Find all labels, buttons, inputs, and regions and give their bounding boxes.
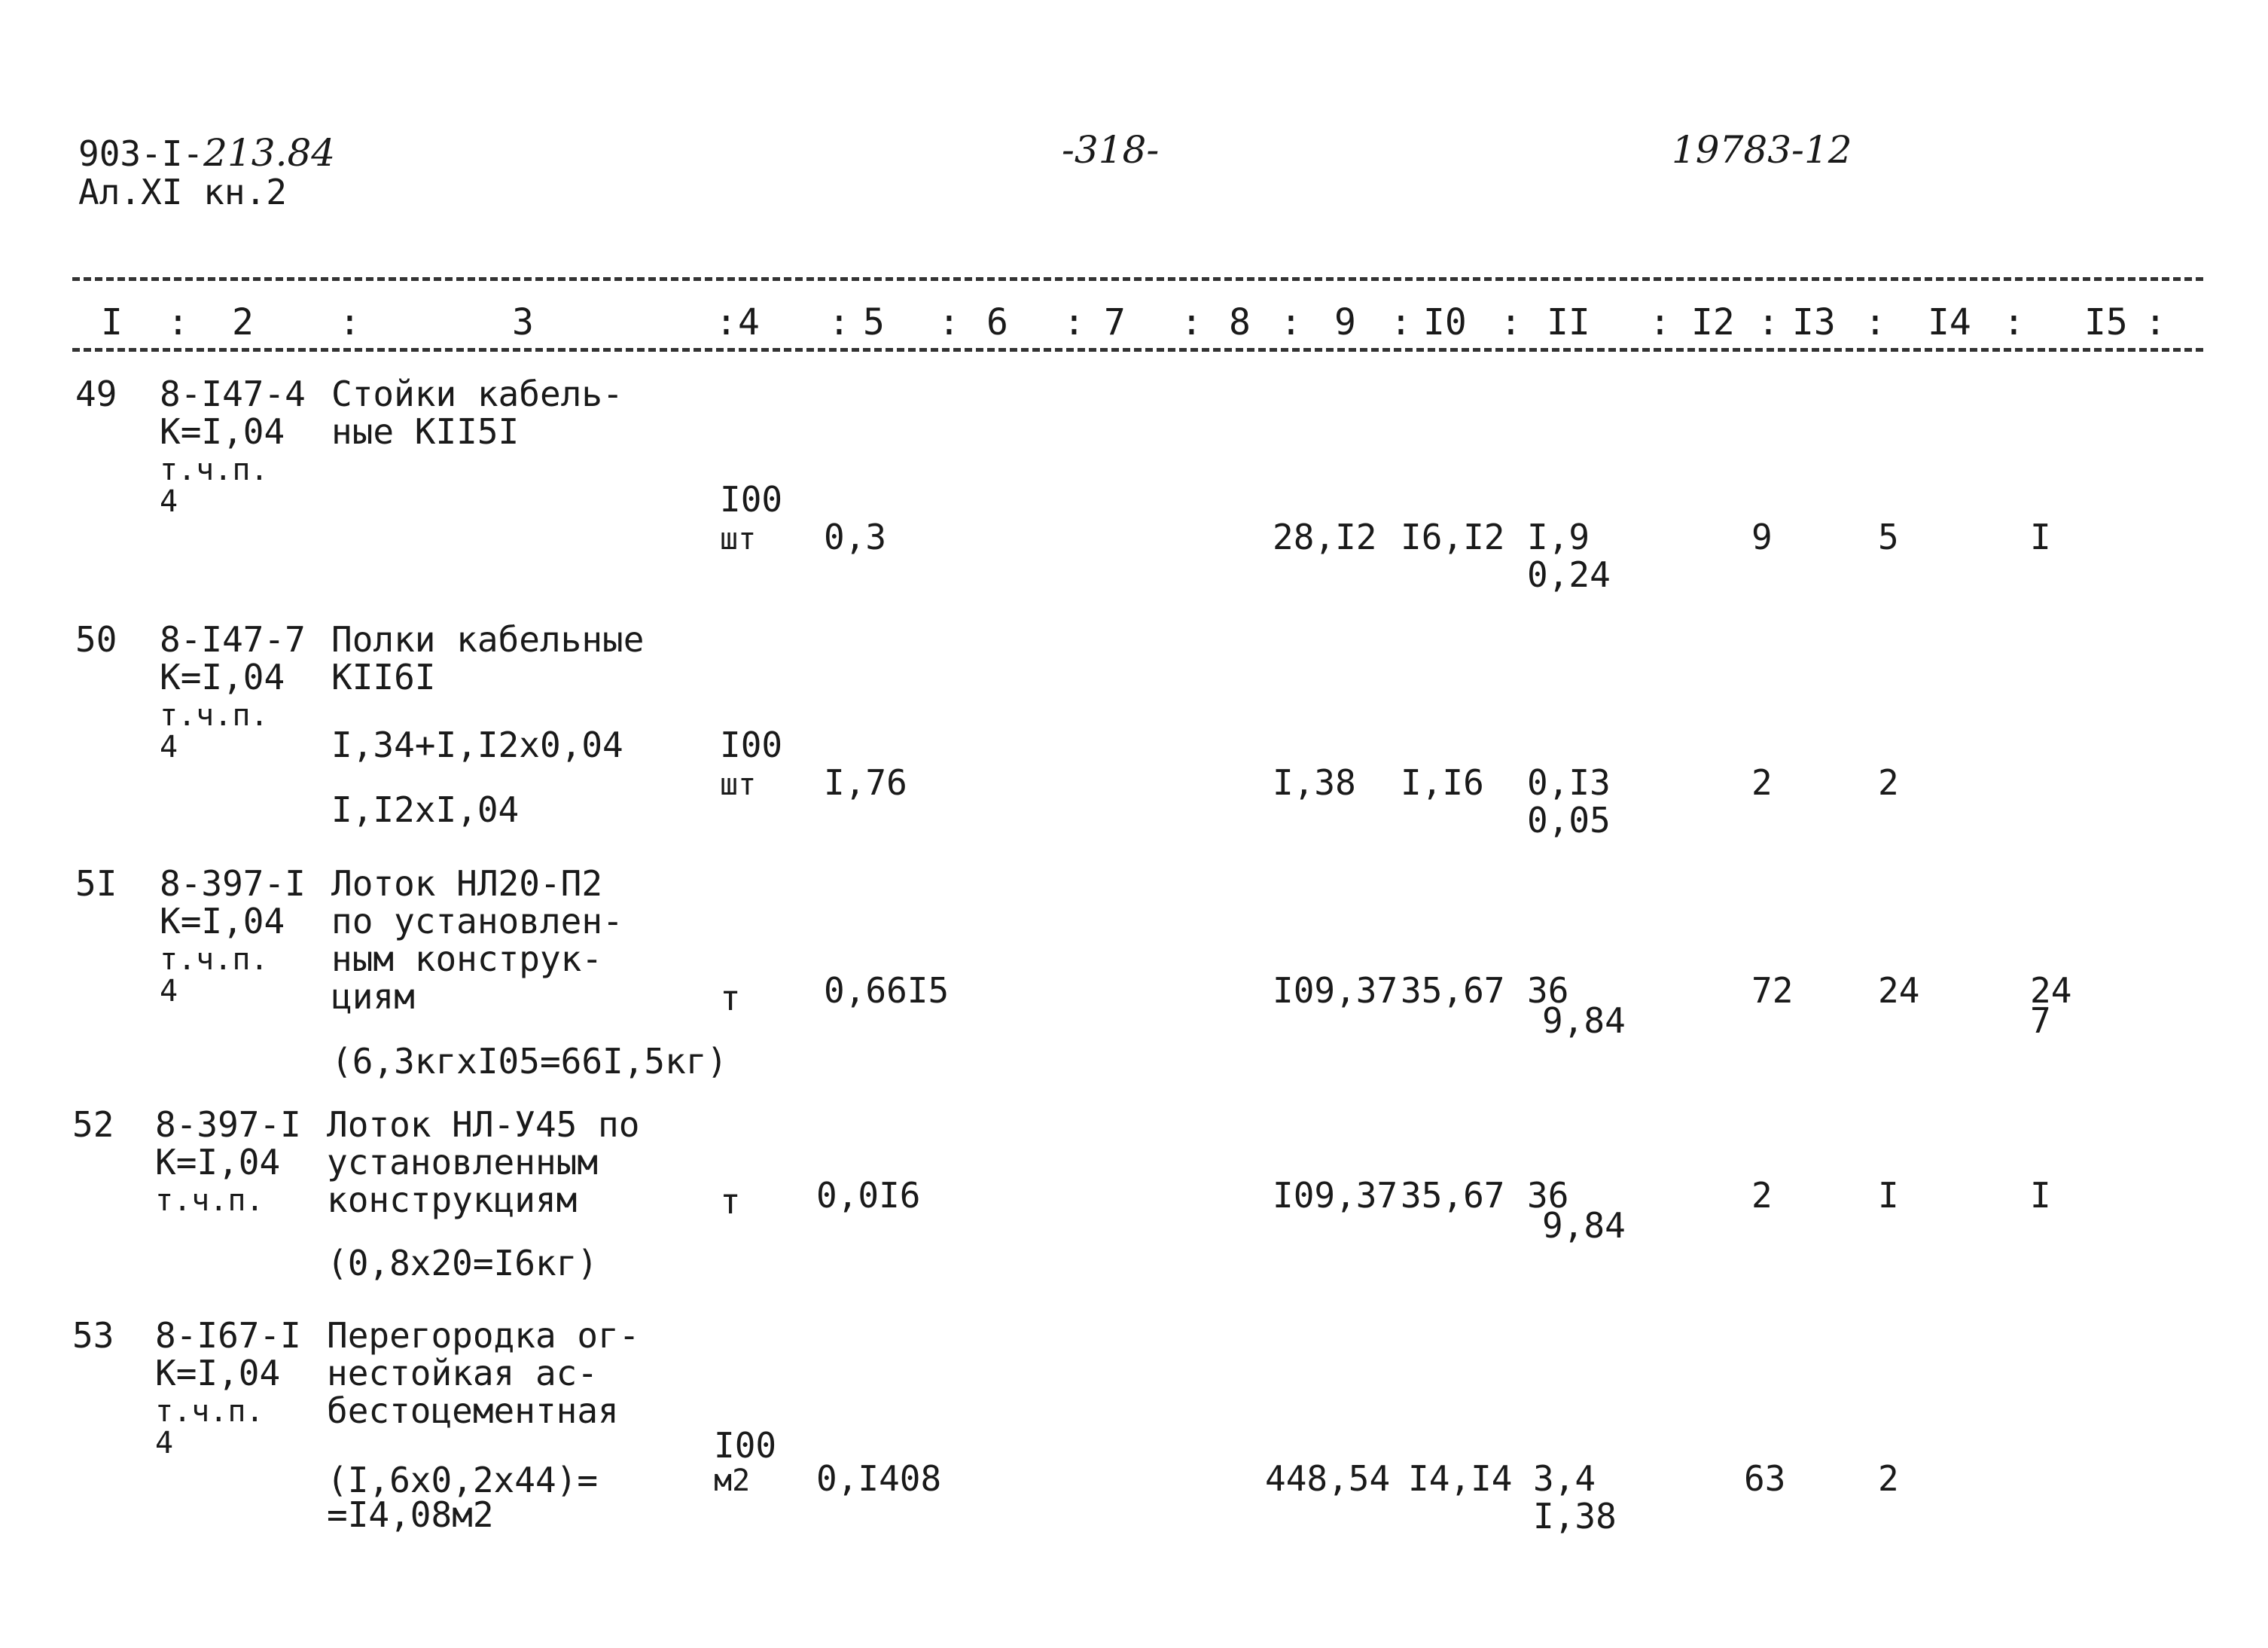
column-header: II (1547, 301, 1590, 343)
document-code-printed: 903-I- (78, 133, 204, 174)
column-separator: : (715, 301, 737, 343)
item-name: конструкциям (327, 1180, 578, 1220)
column-10-value: 35,67 (1401, 970, 1505, 1011)
column-11-value: 36 (1527, 1175, 1569, 1216)
column-separator: : (2003, 301, 2025, 343)
column-header: 7 (1104, 301, 1126, 343)
column-separator: : (339, 301, 361, 343)
calculation: =I4,08м2 (327, 1494, 494, 1535)
album-reference: Ал.XI кн.2 (78, 172, 287, 212)
column-10-value: I4,I4 (1408, 1458, 1513, 1499)
column-14-value: 5 (1878, 517, 1899, 557)
column-separator: : (1757, 301, 1779, 343)
column-11-value: 3,4 (1533, 1458, 1596, 1499)
column-11-subvalue: 9,84 (1542, 1000, 1626, 1041)
column-15-value: 24 (2030, 970, 2072, 1011)
page-number: -318- (1062, 128, 1160, 172)
item-name: установленным (327, 1142, 599, 1183)
norm-code: 8-397-I (155, 1104, 301, 1145)
code-note: 4 (160, 974, 178, 1009)
calculation: I,I2xI,04 (331, 789, 520, 830)
column-13-value: 72 (1751, 970, 1794, 1011)
column-14-value: I (1878, 1175, 1899, 1216)
norm-code: 8-I67-I (155, 1315, 301, 1356)
column-9-value: I,38 (1273, 762, 1356, 803)
column-header: 4 (738, 301, 760, 343)
coefficient: К=I,04 (155, 1353, 281, 1393)
quantity: 0,I408 (816, 1458, 942, 1499)
column-11-value: I,9 (1527, 517, 1590, 557)
coefficient: К=I,04 (155, 1142, 281, 1183)
column-9-value: 28,I2 (1273, 517, 1377, 557)
item-name: нестойкая ас- (327, 1353, 599, 1393)
row-number: 49 (75, 374, 117, 414)
row-number: 52 (72, 1104, 114, 1145)
item-name: Стойки кабель- (331, 374, 623, 414)
unit: I00 (720, 725, 783, 765)
column-header-row (0, 301, 2268, 349)
code-note: т.ч.п. (160, 942, 269, 977)
unit: шт (720, 522, 757, 557)
unit: т (720, 1181, 741, 1222)
calculation: (I,6x0,2x44)= (327, 1460, 599, 1500)
row-number: 5I (75, 863, 117, 904)
code-note: т.ч.п. (160, 698, 269, 733)
unit: I00 (714, 1425, 777, 1466)
archive-number: 19783-12 (1672, 128, 1852, 172)
quantity: I,76 (824, 762, 907, 803)
column-13-value: 63 (1744, 1458, 1786, 1499)
column-14-value: 2 (1878, 1458, 1899, 1499)
code-note: т.ч.п. (160, 453, 269, 487)
column-10-value: I,I6 (1401, 762, 1484, 803)
column-13-value: 2 (1751, 762, 1773, 803)
column-13-value: 2 (1751, 1175, 1773, 1216)
column-separator: : (1500, 301, 1522, 343)
column-10-value: I6,I2 (1401, 517, 1505, 557)
item-name: Лоток НЛ-У45 по (327, 1104, 640, 1145)
column-header: I5 (2084, 301, 2128, 343)
calculation: (6,3кгxI05=66I,5кг) (331, 1041, 728, 1082)
document-code-handwritten: 213.84 (203, 131, 336, 175)
column-header: I (101, 301, 123, 343)
column-separator: : (167, 301, 189, 343)
column-header: 8 (1229, 301, 1251, 343)
item-name: бестоцементная (327, 1390, 619, 1431)
column-separator: : (1649, 301, 1671, 343)
code-note: 4 (160, 730, 178, 764)
unit: I00 (720, 479, 783, 520)
calculation: I,34+I,I2x0,04 (331, 725, 623, 765)
column-header: 5 (863, 301, 885, 343)
unit: т (720, 978, 741, 1018)
column-header: I2 (1691, 301, 1735, 343)
table-top-rule (72, 277, 2203, 281)
item-name: ные КII5I (331, 411, 520, 452)
item-name: Лоток НЛ20-П2 (331, 863, 603, 904)
row-number: 50 (75, 619, 117, 660)
column-10-value: 35,67 (1401, 1175, 1505, 1216)
quantity: 0,3 (824, 517, 887, 557)
column-separator: : (1864, 301, 1886, 343)
column-separator: : (828, 301, 850, 343)
item-name: Перегородка ог- (327, 1315, 640, 1356)
code-note: т.ч.п. (155, 1394, 264, 1429)
column-14-value: 2 (1878, 762, 1899, 803)
column-header: I0 (1423, 301, 1467, 343)
column-header: 2 (232, 301, 254, 343)
column-11-value: 0,I3 (1527, 762, 1611, 803)
item-name: КII6I (331, 657, 436, 697)
unit: м2 (714, 1463, 751, 1498)
row-number: 53 (72, 1315, 114, 1356)
column-15-value: I (2030, 517, 2051, 557)
column-11-subvalue: 0,24 (1527, 554, 1611, 595)
quantity: 0,0I6 (816, 1175, 921, 1216)
column-separator: : (1390, 301, 1412, 343)
column-separator: : (2145, 301, 2166, 343)
item-name: циям (331, 976, 415, 1017)
calculation: (0,8x20=I6кг) (327, 1243, 599, 1283)
column-11-subvalue: 0,05 (1527, 800, 1611, 841)
coefficient: К=I,04 (160, 901, 285, 941)
coefficient: К=I,04 (160, 657, 285, 697)
code-note: 4 (155, 1426, 174, 1460)
coefficient: К=I,04 (160, 411, 285, 452)
item-name: ным конструк- (331, 938, 603, 979)
code-note: т.ч.п. (155, 1183, 264, 1218)
column-9-value: I09,37 (1273, 970, 1398, 1011)
column-header: 3 (512, 301, 534, 343)
column-9-value: I09,37 (1273, 1175, 1398, 1216)
norm-code: 8-I47-7 (160, 619, 306, 660)
norm-code: 8-397-I (160, 863, 306, 904)
column-14-value: 24 (1878, 970, 1920, 1011)
quantity: 0,66I5 (824, 970, 950, 1011)
column-separator: : (938, 301, 960, 343)
column-header: 6 (986, 301, 1008, 343)
column-15-value: I (2030, 1175, 2051, 1216)
column-11-value: 36 (1527, 970, 1569, 1011)
column-9-value: 448,54 (1265, 1458, 1391, 1499)
column-11-subvalue: 9,84 (1542, 1205, 1626, 1246)
column-11-subvalue: I,38 (1533, 1496, 1617, 1537)
item-name: по установлен- (331, 901, 623, 941)
column-15-subvalue: 7 (2030, 1000, 2051, 1041)
column-header: I3 (1792, 301, 1836, 343)
document-code (78, 131, 336, 175)
column-separator: : (1063, 301, 1085, 343)
column-separator: : (1280, 301, 1302, 343)
code-note: 4 (160, 484, 178, 519)
column-header: I4 (1928, 301, 1971, 343)
column-13-value: 9 (1751, 517, 1773, 557)
unit: шт (720, 768, 757, 802)
item-name: Полки кабельные (331, 619, 645, 660)
norm-code: 8-I47-4 (160, 374, 306, 414)
column-separator: : (1181, 301, 1203, 343)
column-header: 9 (1334, 301, 1356, 343)
